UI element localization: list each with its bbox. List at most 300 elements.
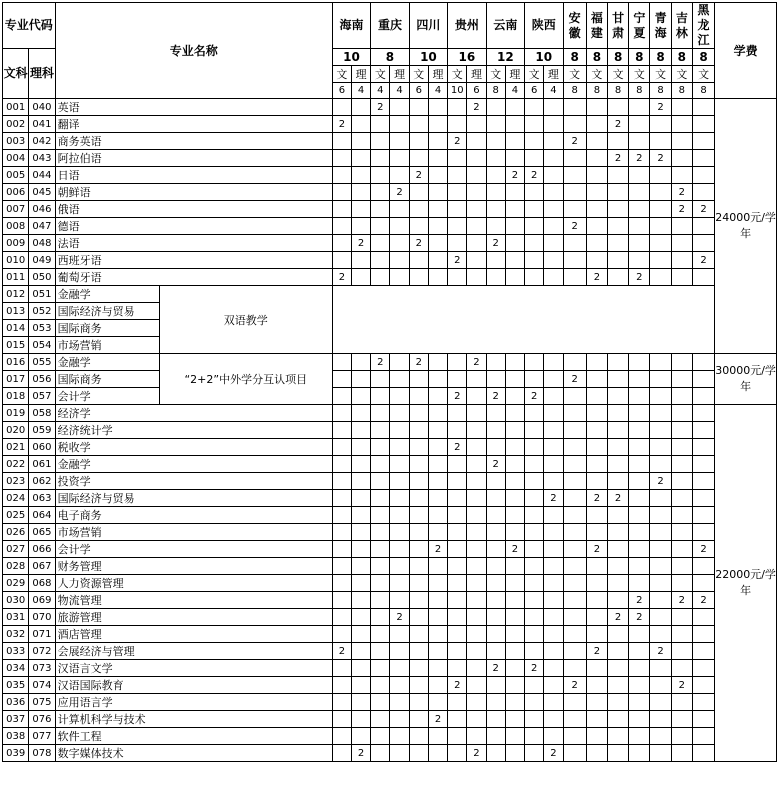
wen-code: 023: [3, 473, 29, 490]
quota-cell: [390, 660, 409, 677]
quota-cell: [671, 99, 692, 116]
quota-cell: [563, 626, 586, 643]
wen-code: 005: [3, 167, 29, 184]
province-name: 四川: [409, 3, 447, 49]
quota-cell: [650, 235, 671, 252]
quota-cell: [332, 541, 351, 558]
quota-cell: [505, 422, 524, 439]
quota-cell: [608, 439, 629, 456]
quota-cell: [467, 439, 486, 456]
subject-count: 6: [409, 83, 428, 99]
quota-cell: [467, 660, 486, 677]
quota-cell: [390, 745, 409, 762]
quota-cell: 2: [486, 660, 505, 677]
subject-count: 6: [332, 83, 351, 99]
quota-cell: [332, 524, 351, 541]
table-row: [3, 507, 777, 524]
quota-cell: [332, 456, 351, 473]
quota-cell: [352, 541, 371, 558]
quota-cell: [692, 643, 714, 660]
quota-cell: [505, 575, 524, 592]
quota-cell: [629, 201, 650, 218]
table-row: [3, 388, 777, 405]
quota-cell: [467, 422, 486, 439]
quota-cell: [629, 405, 650, 422]
quota-cell: [525, 371, 544, 388]
quota-cell: [692, 354, 714, 371]
quota-cell: [428, 677, 447, 694]
quota-cell: 2: [671, 201, 692, 218]
quota-cell: [332, 388, 351, 405]
quota-cell: [608, 541, 629, 558]
quota-cell: [525, 354, 544, 371]
quota-cell: [352, 456, 371, 473]
quota-cell: [448, 269, 467, 286]
quota-cell: [608, 745, 629, 762]
quota-cell: [352, 252, 371, 269]
table-row: [3, 677, 777, 694]
wen-code: 007: [3, 201, 29, 218]
quota-cell: 2: [629, 150, 650, 167]
quota-cell: [692, 677, 714, 694]
quota-cell: [448, 405, 467, 422]
quota-cell: [505, 694, 524, 711]
major-name: 翻译: [55, 116, 332, 133]
quota-cell: [352, 575, 371, 592]
quota-cell: [486, 116, 505, 133]
quota-cell: 2: [505, 541, 524, 558]
quota-cell: [371, 167, 390, 184]
quota-cell: [525, 201, 544, 218]
quota-cell: [352, 711, 371, 728]
quota-cell: [371, 609, 390, 626]
quota-cell: [629, 388, 650, 405]
quota-cell: [544, 728, 563, 745]
quota-cell: 2: [390, 609, 409, 626]
quota-cell: [332, 201, 351, 218]
quota-cell: [467, 167, 486, 184]
quota-cell: [332, 354, 351, 371]
quota-cell: [486, 541, 505, 558]
subject-type: 理: [467, 66, 486, 83]
li-code: 043: [29, 150, 55, 167]
quota-cell: [586, 252, 607, 269]
quota-cell: [563, 456, 586, 473]
major-name: 英语: [55, 99, 332, 116]
quota-cell: [608, 507, 629, 524]
quota-cell: [544, 218, 563, 235]
li-code: 068: [29, 575, 55, 592]
quota-cell: [586, 592, 607, 609]
quota-cell: [505, 184, 524, 201]
quota-cell: [486, 218, 505, 235]
quota-cell: [563, 575, 586, 592]
li-code: 048: [29, 235, 55, 252]
quota-cell: [629, 456, 650, 473]
quota-cell: [352, 592, 371, 609]
wen-code: 038: [3, 728, 29, 745]
quota-cell: [428, 354, 447, 371]
quota-cell: [671, 711, 692, 728]
quota-cell: [332, 711, 351, 728]
quota-cell: [544, 558, 563, 575]
quota-cell: [371, 490, 390, 507]
table-row: [3, 609, 777, 626]
quota-cell: [486, 592, 505, 609]
quota-cell: [608, 388, 629, 405]
quota-cell: [608, 99, 629, 116]
quota-cell: [586, 184, 607, 201]
quota-cell: [692, 728, 714, 745]
quota-cell: [671, 133, 692, 150]
quota-cell: [629, 660, 650, 677]
quota-cell: [505, 269, 524, 286]
table-row: [3, 490, 777, 507]
quota-cell: [525, 609, 544, 626]
quota-cell: [525, 133, 544, 150]
subject-count: 4: [428, 83, 447, 99]
province-total: 8: [650, 49, 671, 66]
subject-type: 理: [352, 66, 371, 83]
table-row: [3, 354, 777, 371]
subject-type: 文: [692, 66, 714, 83]
quota-cell: [352, 422, 371, 439]
quota-cell: [544, 507, 563, 524]
quota-cell: [629, 575, 650, 592]
wen-code: 018: [3, 388, 29, 405]
quota-cell: [448, 116, 467, 133]
quota-cell: [544, 592, 563, 609]
quota-cell: 2: [390, 184, 409, 201]
table-row: [3, 592, 777, 609]
quota-cell: [586, 728, 607, 745]
quota-cell: [332, 694, 351, 711]
li-code: 076: [29, 711, 55, 728]
quota-cell: [544, 405, 563, 422]
major-name: 人力资源管理: [55, 575, 332, 592]
quota-cell: 2: [544, 745, 563, 762]
quota-cell: [332, 218, 351, 235]
province-total: 8: [371, 49, 409, 66]
quota-cell: [608, 218, 629, 235]
quota-cell: [671, 473, 692, 490]
wen-code: 001: [3, 99, 29, 116]
quota-cell: 2: [650, 99, 671, 116]
quota-cell: [428, 694, 447, 711]
li-code: 060: [29, 439, 55, 456]
quota-cell: [505, 609, 524, 626]
quota-cell: [448, 167, 467, 184]
quota-cell: [650, 558, 671, 575]
quota-cell: [544, 609, 563, 626]
quota-cell: [352, 626, 371, 643]
quota-cell: [650, 694, 671, 711]
province-total: 8: [671, 49, 692, 66]
quota-cell: [332, 439, 351, 456]
wen-code: 024: [3, 490, 29, 507]
quota-cell: [486, 524, 505, 541]
wen-code: 013: [3, 303, 29, 320]
quota-cell: [671, 728, 692, 745]
subject-type: 文: [525, 66, 544, 83]
quota-cell: [505, 626, 524, 643]
quota-cell: [332, 371, 351, 388]
quota-cell: [608, 711, 629, 728]
quota-cell: [428, 439, 447, 456]
quota-cell: [486, 201, 505, 218]
quota-cell: [448, 626, 467, 643]
quota-cell: [505, 592, 524, 609]
quota-cell: [544, 524, 563, 541]
wen-ke-header: 文科: [3, 49, 29, 99]
quota-cell: 2: [692, 541, 714, 558]
quota-cell: [390, 99, 409, 116]
quota-cell: [352, 388, 371, 405]
quota-cell: [428, 184, 447, 201]
major-name: 国际商务: [55, 320, 159, 337]
quota-cell: [692, 269, 714, 286]
quota-cell: [608, 694, 629, 711]
wen-code: 021: [3, 439, 29, 456]
quota-cell: [505, 524, 524, 541]
table-row: [3, 626, 777, 643]
quota-cell: [608, 235, 629, 252]
subject-type: 理: [428, 66, 447, 83]
major-name: 西班牙语: [55, 252, 332, 269]
quota-cell: [692, 422, 714, 439]
quota-cell: [650, 184, 671, 201]
quota-cell: [586, 711, 607, 728]
wen-code: 020: [3, 422, 29, 439]
quota-cell: [586, 558, 607, 575]
quota-cell: 2: [409, 235, 428, 252]
quota-cell: [467, 201, 486, 218]
province-name: 陕西: [525, 3, 563, 49]
table-row: [3, 405, 777, 422]
quota-cell: [525, 490, 544, 507]
major-name: 朝鲜语: [55, 184, 332, 201]
quota-cell: 2: [448, 252, 467, 269]
province-total: 8: [608, 49, 629, 66]
quota-cell: [332, 609, 351, 626]
wen-code: 026: [3, 524, 29, 541]
quota-cell: [467, 524, 486, 541]
quota-cell: [650, 575, 671, 592]
quota-cell: [563, 728, 586, 745]
table-row: [3, 728, 777, 745]
li-code: 062: [29, 473, 55, 490]
province-name: 海南: [332, 3, 370, 49]
quota-cell: [467, 694, 486, 711]
quota-cell: [525, 456, 544, 473]
quota-cell: 2: [448, 133, 467, 150]
quota-cell: [629, 218, 650, 235]
quota-cell: [390, 626, 409, 643]
wen-code: 012: [3, 286, 29, 303]
major-code-header: 专业代码: [3, 3, 56, 49]
quota-cell: [448, 711, 467, 728]
quota-cell: [390, 354, 409, 371]
quota-cell: [486, 473, 505, 490]
quota-cell: [505, 133, 524, 150]
quota-cell: [371, 133, 390, 150]
quota-cell: [608, 184, 629, 201]
major-name: 酒店管理: [55, 626, 332, 643]
quota-cell: [586, 456, 607, 473]
quota-cell: [390, 677, 409, 694]
quota-cell: [371, 507, 390, 524]
quota-cell: [671, 167, 692, 184]
quota-cell: [390, 252, 409, 269]
quota-cell: [544, 133, 563, 150]
quota-cell: [544, 269, 563, 286]
quota-cell: [352, 184, 371, 201]
quota-cell: [352, 643, 371, 660]
province-name: 安徽: [563, 3, 586, 49]
subject-type: 文: [671, 66, 692, 83]
quota-cell: 2: [409, 354, 428, 371]
quota-cell: [650, 728, 671, 745]
province-name: 贵州: [448, 3, 486, 49]
quota-cell: [629, 133, 650, 150]
quota-cell: [352, 558, 371, 575]
quota-cell: [371, 388, 390, 405]
quota-cell: [505, 405, 524, 422]
subject-type: 文: [332, 66, 351, 83]
subject-count: 8: [629, 83, 650, 99]
quota-cell: [332, 745, 351, 762]
quota-cell: [332, 728, 351, 745]
quota-cell: [352, 150, 371, 167]
province-name: 福建: [586, 3, 607, 49]
quota-cell: 2: [525, 167, 544, 184]
li-code: 051: [29, 286, 55, 303]
li-code: 075: [29, 694, 55, 711]
quota-cell: [629, 694, 650, 711]
quota-cell: [586, 745, 607, 762]
quota-cell: [390, 643, 409, 660]
province-name: 云南: [486, 3, 524, 49]
major-name-header: 专业名称: [55, 3, 332, 99]
quota-cell: [332, 490, 351, 507]
quota-cell: [563, 490, 586, 507]
quota-cell: [448, 235, 467, 252]
quota-cell: [467, 507, 486, 524]
quota-cell: [505, 252, 524, 269]
quota-cell: [332, 626, 351, 643]
quota-cell: [448, 694, 467, 711]
quota-cell: [428, 473, 447, 490]
quota-cell: [409, 643, 428, 660]
quota-cell: [371, 728, 390, 745]
quota-cell: [332, 422, 351, 439]
quota-cell: [525, 473, 544, 490]
quota-cell: [525, 439, 544, 456]
subject-type: 文: [409, 66, 428, 83]
quota-cell: [486, 405, 505, 422]
quota-cell: [409, 524, 428, 541]
li-code: 049: [29, 252, 55, 269]
quota-cell: 2: [467, 745, 486, 762]
quota-cell: [563, 609, 586, 626]
wen-code: 004: [3, 150, 29, 167]
subject-type: 文: [486, 66, 505, 83]
major-name: 国际经济与贸易: [55, 490, 332, 507]
quota-cell: [352, 694, 371, 711]
quota-cell: [586, 405, 607, 422]
quota-cell: [448, 354, 467, 371]
quota-cell: [608, 371, 629, 388]
quota-cell: [629, 711, 650, 728]
province-name: 青海: [650, 3, 671, 49]
quota-cell: [428, 167, 447, 184]
quota-cell: [448, 184, 467, 201]
quota-cell: [371, 405, 390, 422]
quota-cell: [428, 405, 447, 422]
major-name: 葡萄牙语: [55, 269, 332, 286]
quota-cell: [371, 575, 390, 592]
quota-cell: [692, 626, 714, 643]
quota-cell: 2: [629, 592, 650, 609]
quota-cell: [467, 490, 486, 507]
quota-cell: [629, 490, 650, 507]
table-row: [3, 439, 777, 456]
table-row: [3, 286, 777, 303]
quota-cell: 2: [525, 660, 544, 677]
wen-code: 017: [3, 371, 29, 388]
quota-cell: [650, 490, 671, 507]
quota-cell: [525, 728, 544, 745]
major-name: 会计学: [55, 541, 332, 558]
table-row: [3, 541, 777, 558]
li-ke-header: 理科: [29, 49, 55, 99]
quota-cell: [352, 490, 371, 507]
fee-24000: 24000元/学年: [715, 99, 777, 354]
quota-cell: [586, 524, 607, 541]
quota-cell: [692, 490, 714, 507]
quota-cell: [692, 456, 714, 473]
wen-code: 030: [3, 592, 29, 609]
li-code: 064: [29, 507, 55, 524]
quota-cell: [692, 609, 714, 626]
quota-cell: [692, 405, 714, 422]
table-row: [3, 745, 777, 762]
quota-cell: [448, 728, 467, 745]
quota-cell: [608, 354, 629, 371]
quota-cell: [390, 116, 409, 133]
quota-cell: [629, 99, 650, 116]
quota-cell: [650, 677, 671, 694]
quota-cell: [671, 354, 692, 371]
quota-cell: [467, 473, 486, 490]
quota-cell: [544, 439, 563, 456]
quota-cell: [505, 439, 524, 456]
quota-cell: [486, 252, 505, 269]
quota-cell: [428, 626, 447, 643]
quota-cell: [352, 507, 371, 524]
major-name: 俄语: [55, 201, 332, 218]
wen-code: 006: [3, 184, 29, 201]
quota-cell: [371, 201, 390, 218]
quota-cell: [525, 558, 544, 575]
province-total: 10: [409, 49, 447, 66]
quota-cell: 2: [608, 150, 629, 167]
quota-cell: [650, 167, 671, 184]
quota-cell: [467, 677, 486, 694]
quota-cell: [486, 626, 505, 643]
quota-cell: [428, 507, 447, 524]
major-name: 法语: [55, 235, 332, 252]
